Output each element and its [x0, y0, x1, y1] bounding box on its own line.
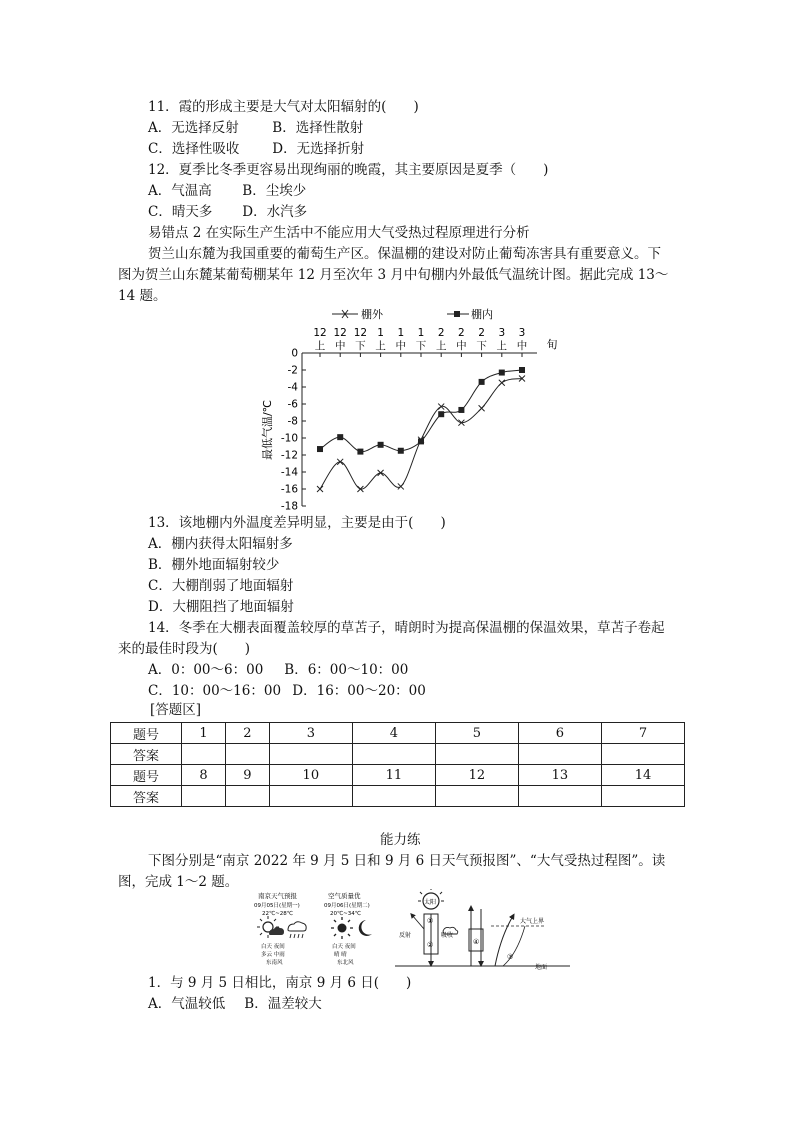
- atmospheric-heating-diagram: [395, 889, 570, 971]
- q11-option-b: B．选择性散射: [272, 120, 364, 136]
- temperature-chart: [255, 303, 565, 513]
- day2-wind: 东北风: [337, 960, 354, 966]
- q14-stem-line1: 14．冬季在大棚表面覆盖较厚的草苫子，晴朗时为提高保温棚的保温效果，草苫子卷起: [148, 620, 665, 636]
- data-point-inside: [378, 442, 384, 448]
- table-row: [111, 765, 685, 786]
- sun-icon: [331, 917, 353, 939]
- answer-cell[interactable]: [601, 744, 684, 765]
- table-row: [111, 786, 685, 807]
- q14-option-b: B．6：00～10：00: [284, 662, 409, 678]
- label-4: ④: [473, 938, 480, 946]
- q11-options-row2: [148, 139, 364, 159]
- weather-title: 南京天气预报: [258, 892, 297, 900]
- day2-weather: 晴 晴: [334, 952, 347, 958]
- question-number: 11: [352, 765, 435, 786]
- q14-stem-line2: 来的最佳时段为( ): [118, 641, 251, 657]
- x-tick-period: 中: [516, 340, 528, 352]
- legend: [332, 307, 493, 321]
- q14-option-c: C．10：00～16：00: [148, 683, 282, 699]
- q14-options-row1: [148, 660, 408, 680]
- x-tick-period: 上: [435, 340, 447, 352]
- x-tick-month: 2: [437, 327, 445, 339]
- y-tick-label: -10: [280, 432, 298, 445]
- x-tick-period: 上: [375, 340, 386, 352]
- data-point-inside: [398, 448, 404, 454]
- sun-icon: [418, 889, 444, 909]
- day1-wind: 东南风: [266, 960, 283, 966]
- q13-option-c: C．大棚削弱了地面辐射: [148, 578, 294, 594]
- section-title: 易错点 2 在实际生产生活中不能应用大气受热过程原理进行分析: [148, 225, 530, 241]
- q11-options-row1: [148, 118, 363, 138]
- q12-option-b: B．尘埃少: [242, 183, 307, 199]
- answer-table: [110, 722, 685, 807]
- q13-option-b: B．棚外地面辐射较少: [148, 557, 280, 573]
- question-number: 5: [435, 723, 518, 744]
- label-3: ③: [507, 953, 514, 961]
- row-label: 答案: [111, 744, 182, 765]
- y-tick-label: 0: [291, 347, 298, 360]
- series-line-outside: [320, 379, 522, 490]
- question-number: 3: [269, 723, 352, 744]
- label-1: ①: [427, 917, 434, 925]
- q13-stem: 13．该地棚内外温度差异明显，主要是由于( ): [148, 515, 446, 531]
- question-number: 4: [352, 723, 435, 744]
- question-number: 7: [601, 723, 684, 744]
- q1-options-row1: [148, 994, 322, 1014]
- q12-option-d: D．水汽多: [242, 204, 308, 220]
- answer-cell[interactable]: [518, 744, 601, 765]
- y-tick-label: -16: [280, 483, 298, 496]
- data-point-outside: [479, 405, 485, 411]
- y-tick-label: -12: [280, 449, 298, 462]
- weather-forecast: [250, 889, 390, 971]
- day1-date: 09月05日(星期一): [254, 903, 300, 909]
- x-tick-period: 上: [496, 340, 508, 352]
- answer-cell[interactable]: [352, 786, 435, 807]
- data-point-outside: [499, 380, 505, 386]
- day2-date: 09月06日(星期二): [324, 903, 370, 909]
- x-tick-period: 中: [395, 340, 407, 352]
- answer-cell[interactable]: [518, 786, 601, 807]
- x-tick-period: 下: [476, 340, 487, 352]
- answer-cell[interactable]: [225, 744, 269, 765]
- answer-cell[interactable]: [269, 786, 352, 807]
- day1-temp: 22℃~28℃: [262, 911, 293, 917]
- answer-cell[interactable]: [601, 786, 684, 807]
- intro-line-3: 14 题。: [118, 288, 167, 304]
- q12-options-row2: [148, 202, 307, 222]
- q1-stem: 1．与 9 月 5 日相比，南京 9 月 6 日( ): [148, 975, 412, 991]
- data-point-inside: [337, 434, 343, 440]
- table-row: [111, 744, 685, 765]
- question-number: 2: [225, 723, 269, 744]
- question-number: 13: [518, 765, 601, 786]
- q14-option-d: D．16：00～20：00: [292, 683, 426, 699]
- q14-options-row2: [148, 681, 426, 701]
- question-number: 6: [518, 723, 601, 744]
- q12-stem: 12．夏季比冬季更容易出现绚丽的晚霞，其主要原因是夏季（ ): [148, 162, 549, 178]
- answer-cell[interactable]: [182, 786, 226, 807]
- day1-weather: 多云 中雨: [261, 952, 285, 958]
- y-tick-label: -4: [287, 381, 298, 394]
- y-tick-label: -6: [287, 398, 298, 411]
- data-point-inside: [357, 449, 363, 455]
- x-tick-period: 下: [415, 340, 427, 352]
- data-point-outside: [317, 486, 323, 492]
- q1-option-a: A．气温较低: [148, 996, 226, 1012]
- q11-option-c: C．选择性吸收: [148, 141, 240, 157]
- x-tick-month: 3: [518, 327, 526, 339]
- intro-line-2: 图为贺兰山东麓某葡萄棚某年 12 月至次年 3 月中旬棚内外最低气温统计图。据此完成 13～: [118, 267, 669, 283]
- x-tick-month: 12: [353, 327, 368, 339]
- data-point-inside: [438, 411, 444, 417]
- data-point-outside: [398, 483, 404, 489]
- table-row: [111, 723, 685, 744]
- x-tick-period: 中: [334, 340, 346, 352]
- y-tick-label: -14: [280, 466, 298, 479]
- answer-area-label: [答题区]: [150, 702, 202, 718]
- sun-label: 太阳: [424, 899, 437, 906]
- reflect-label: 反射: [399, 932, 412, 939]
- x-tick-period: 下: [355, 340, 366, 352]
- question-number: 9: [225, 765, 269, 786]
- data-point-inside: [519, 367, 525, 373]
- intro-line-1: 贺兰山东麓为我国重要的葡萄生产区。保温棚的建设对防止葡萄冻害具有重要意义。下: [148, 246, 661, 262]
- q11-option-a: A．无选择反射: [148, 120, 239, 136]
- data-point-inside: [479, 379, 485, 385]
- answer-cell[interactable]: [269, 744, 352, 765]
- x-tick-month: 1: [417, 327, 425, 339]
- y-tick-label: -2: [287, 364, 298, 377]
- question-number: 10: [269, 765, 352, 786]
- y-tick-label: -18: [280, 500, 298, 513]
- q12-option-a: A．气温高: [148, 183, 212, 199]
- row-label: 题号: [111, 765, 182, 786]
- question-number: 1: [182, 723, 226, 744]
- intro2-line-1: 下图分别是“南京 2022 年 9 月 5 日和 9 月 6 日天气预报图”、“大气受热过程图”。读: [148, 853, 666, 869]
- q13-option-d: D．大棚阻挡了地面辐射: [148, 599, 294, 615]
- q13-option-a: A．棚内获得太阳辐射多: [148, 536, 293, 552]
- partly-cloudy-icon: [257, 916, 284, 938]
- x-tick-month: 2: [478, 327, 485, 339]
- x-tick-month: 1: [397, 327, 405, 339]
- data-point-inside: [458, 407, 464, 413]
- answer-cell[interactable]: [352, 744, 435, 765]
- x-tick-month: 12: [313, 327, 327, 339]
- q11-stem: 11．霞的形成主要是大气对太阳辐射的( ): [148, 99, 419, 115]
- q12-option-c: C．晴天多: [148, 204, 213, 220]
- label-2: ②: [427, 941, 434, 949]
- intro2-line-2: 图，完成 1～2 题。: [118, 874, 239, 890]
- x-tick-period: 上: [314, 340, 326, 352]
- x-tick-month: 12: [333, 327, 347, 339]
- data-point-outside: [378, 470, 384, 476]
- y-axis-label: 最低气温/℃: [261, 399, 274, 461]
- legend-label-inside: 棚内: [471, 308, 493, 321]
- data-point-outside: [337, 459, 343, 465]
- answer-cell[interactable]: [435, 786, 518, 807]
- x-tick-period: 中: [456, 340, 467, 352]
- data-point-inside: [418, 438, 424, 444]
- moon-icon: [359, 920, 372, 936]
- q12-options-row1: [148, 181, 306, 201]
- day2-labels: 白天 夜间: [332, 944, 356, 950]
- answer-cell[interactable]: [182, 744, 226, 765]
- ground-label: 地面: [535, 964, 548, 971]
- weather-aqi: 空气质量优: [328, 892, 361, 900]
- x-tick-month: 2: [458, 327, 465, 339]
- row-label: 题号: [111, 723, 182, 744]
- question-number: 12: [435, 765, 518, 786]
- legend-label-outside: 棚外: [361, 308, 383, 321]
- question-number: 8: [182, 765, 226, 786]
- data-point-inside: [317, 446, 323, 452]
- x-tick-month: 1: [377, 327, 384, 339]
- q11-option-d: D．无选择折射: [272, 141, 365, 157]
- y-tick-label: -8: [287, 415, 298, 428]
- data-point-inside: [499, 370, 505, 376]
- x-tick-month: 3: [498, 327, 506, 339]
- q14-option-a: A．0：00～6：00: [148, 662, 264, 678]
- q1-option-b: B．温差较大: [244, 996, 322, 1012]
- answer-cell[interactable]: [225, 786, 269, 807]
- question-number: 14: [601, 765, 684, 786]
- rain-icon: [288, 922, 306, 938]
- section2-title: 能力练: [380, 832, 421, 848]
- upper-label: 大气上界: [520, 918, 545, 925]
- day2-temp: 20℃~34℃: [330, 911, 361, 917]
- answer-cell[interactable]: [435, 744, 518, 765]
- absorb-label: 吸收: [441, 932, 454, 939]
- x-axis-label: 旬: [546, 338, 558, 351]
- row-label: 答案: [111, 786, 182, 807]
- day1-labels: 白天 夜间: [261, 944, 285, 950]
